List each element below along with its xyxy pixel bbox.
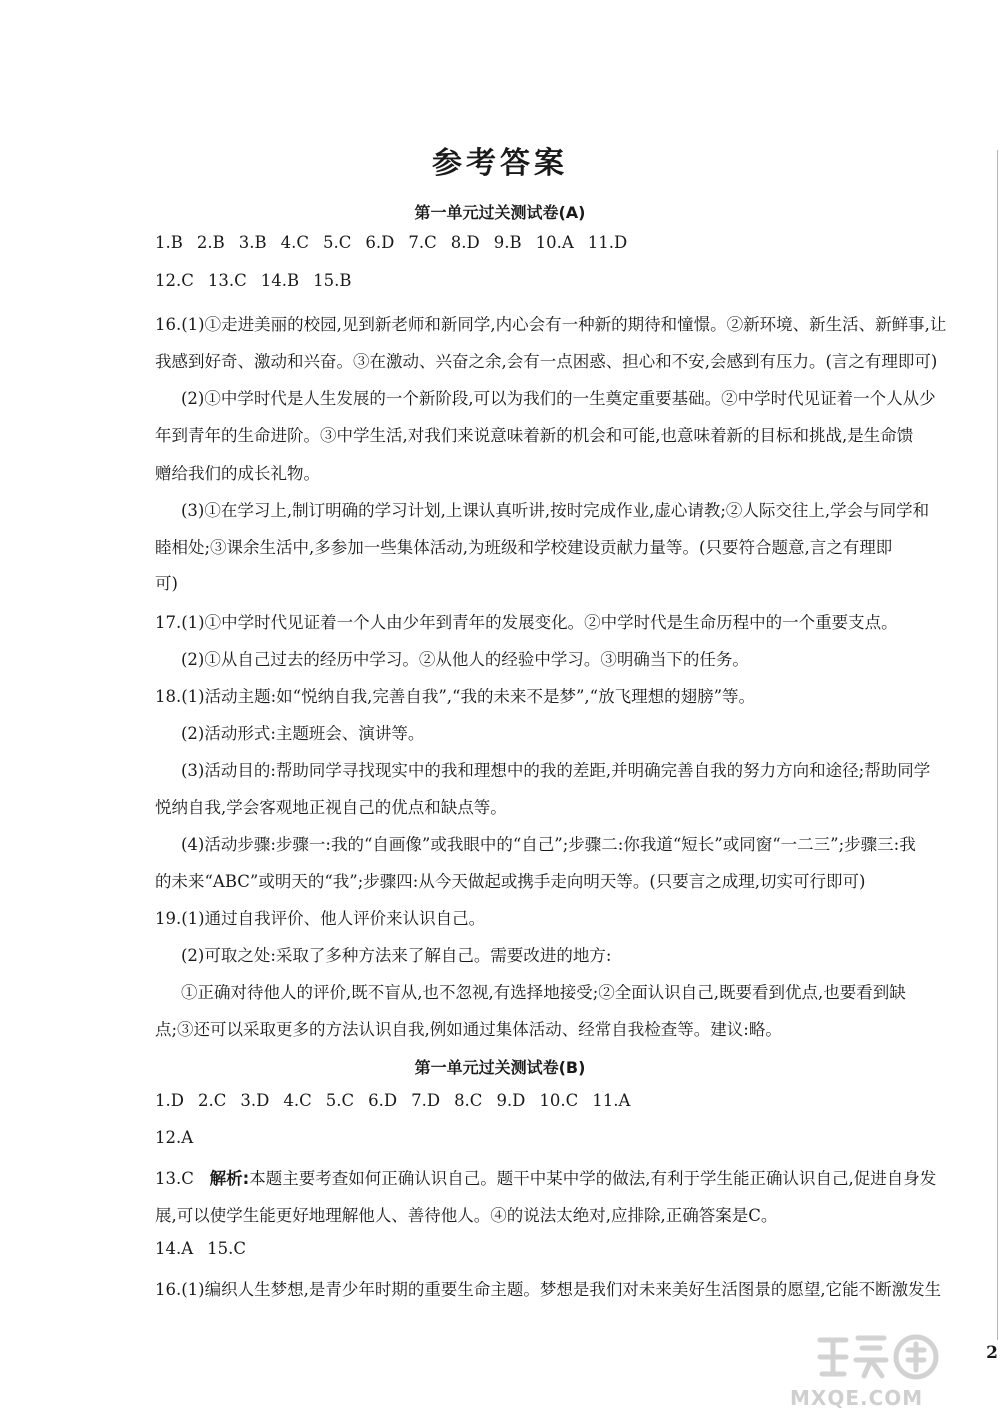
answer: 7.C: [408, 233, 437, 252]
answer-text-line: (4)活动步骤:步骤一:我的“自画像”或我眼中的“自己”;步骤二:你我道“短长”或同窗“一二三”;步骤三:我: [181, 835, 916, 854]
answer: 10.A: [535, 233, 574, 252]
answer: 6.D: [365, 233, 395, 252]
answer: 15.C: [207, 1239, 247, 1258]
answer: 6.D: [368, 1091, 398, 1110]
answers-a-row2: [155, 271, 366, 290]
answer: 1.D: [155, 1091, 184, 1110]
answer-text-line: 点;③还可以采取更多的方法认识自我,例如通过集体活动、经常自我检查等。建议:略。: [155, 1020, 782, 1039]
answer: 5.C: [325, 1091, 355, 1110]
answer-text-line: 18.(1)活动主题:如“悦纳自我,完善自我”,“我的未来不是梦”,“放飞理想的翅膀”等。: [155, 687, 756, 706]
answer-text-line: 的未来“ABC”或明天的“我”;步骤四:从今天做起或携手走向明天等。(只要言之成理,切实可行即可): [155, 872, 866, 891]
answer-text-line: ①正确对待他人的评价,既不盲从,也不忽视,有选择地接受;②全面认识自己,既要看到优点,也要看到缺: [181, 983, 906, 1002]
answer-13-line1: [155, 1165, 936, 1189]
answer-text-line: (2)①中学时代是人生发展的一个新阶段,可以为我们的一生奠定重要基础。②中学时代见证着一个人从少: [181, 389, 936, 408]
answer: 8.C: [454, 1091, 483, 1110]
right-margin-rule: [997, 150, 998, 1340]
answer: 2.B: [196, 233, 225, 252]
answer: 4.C: [280, 233, 309, 252]
answer: 14.A: [155, 1239, 194, 1258]
answer: 5.C: [323, 233, 352, 252]
answer: 8.D: [450, 233, 480, 252]
answer-text-line: 17.(1)①中学时代见证着一个人由少年到青年的发展变化。②中学时代是生命历程中的一个重要支点。: [155, 613, 898, 632]
answer-text-line: 16.(1)①走进美丽的校园,见到新老师和新同学,内心会有一种新的期待和憧憬。②新环境、新生活、新鲜事,让: [155, 315, 947, 334]
answer-text-line: 睦相处;③课余生活中,多参加一些集体活动,为班级和学校建设贡献力量等。(只要符合题意,言之有理即: [155, 538, 893, 557]
answer-text-line: 赠给我们的成长礼物。: [155, 464, 320, 483]
answer: 3.D: [240, 1091, 270, 1110]
section-b-title: 第一单元过关测试卷(B): [414, 1058, 586, 1077]
answer: 13.C: [207, 271, 247, 290]
answer-text-line: (2)①从自己过去的经历中学习。②从他人的经验中学习。③明确当下的任务。: [181, 650, 749, 669]
answer: 10.C: [539, 1091, 579, 1110]
answer: 11.A: [592, 1091, 631, 1110]
answer: 9.B: [493, 233, 522, 252]
answer: 9.D: [496, 1091, 526, 1110]
analysis-label: 解析:: [209, 1169, 250, 1188]
answers-a-row1: [155, 233, 641, 252]
question-number: 13.C: [155, 1169, 194, 1188]
answer-text-line: 19.(1)通过自我评价、他人评价来认识自己。: [155, 909, 486, 928]
answer: 14.B: [260, 271, 300, 290]
section-a-title: 第一单元过关测试卷(A): [414, 203, 586, 222]
answer-text-line: (3)活动目的:帮助同学寻找现实中的我和理想中的我的差距,并明确完善自我的努力方向和途径;帮助同学: [181, 761, 931, 780]
answer-text-line: 悦纳自我,学会客观地正视自己的优点和缺点等。: [155, 798, 507, 817]
answer-text-line: 展,可以使学生能更好地理解他人、善待他人。④的说法太绝对,应排除,正确答案是C。: [155, 1206, 778, 1225]
answer: 11.D: [587, 233, 628, 252]
answer: 7.D: [411, 1091, 441, 1110]
answer-text-line: 16.(1)编织人生梦想,是青少年时期的重要生命主题。梦想是我们对未来美好生活图景的愿望,它能不断激发生: [155, 1280, 942, 1299]
answers-b-row1: [155, 1091, 644, 1110]
answer-text-line: 年到青年的生命进阶。③中学生活,对我们来说意味着新的机会和可能,也意味着新的目标和挑战,是生命馈: [155, 426, 914, 445]
answer: 4.C: [283, 1091, 312, 1110]
answer-text-line: 我感到好奇、激动和兴奋。③在激动、兴奋之余,会有一点困惑、担心和不安,会感到有压力。(言之有理即可): [155, 352, 938, 371]
answers-b-row2: 12.A: [155, 1128, 194, 1147]
page-number: 2: [986, 1343, 998, 1363]
answer-text-line: (2)活动形式:主题班会、演讲等。: [181, 724, 425, 743]
answer-text-line: (2)可取之处:采取了多种方法来了解自己。需要改进的地方:: [181, 946, 612, 965]
watermark-logo-icon: [812, 1330, 962, 1382]
answer: 15.B: [313, 271, 352, 290]
watermark-text: MXQE.COM: [790, 1386, 924, 1410]
analysis-text: 本题主要考查如何正确认识自己。题干中某中学的做法,有利于学生能正确认识自己,促进自身发: [249, 1169, 937, 1188]
answer: 3.B: [238, 233, 267, 252]
answer: 2.C: [197, 1091, 227, 1110]
answer-text-line: 可): [155, 574, 178, 593]
answer: 12.C: [155, 271, 194, 290]
answers-b-row3: [155, 1239, 260, 1258]
answer: 1.B: [155, 233, 183, 252]
page-title: 参考答案: [432, 146, 568, 181]
answer-text-line: (3)①在学习上,制订明确的学习计划,上课认真听讲,按时完成作业,虚心请教;②人际交往上,学会与同学和: [181, 501, 930, 520]
